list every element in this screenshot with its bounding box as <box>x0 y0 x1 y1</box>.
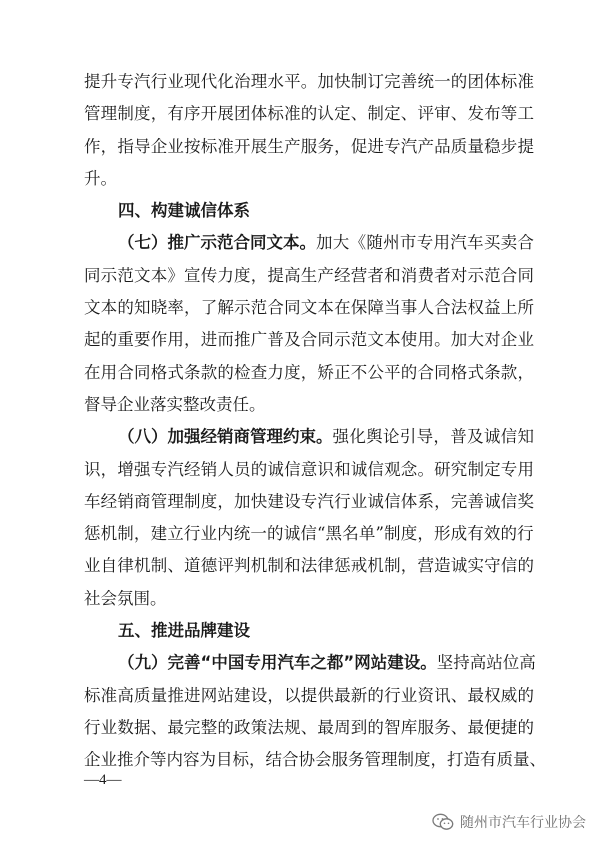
text-line <box>84 357 534 389</box>
section-heading <box>84 615 534 647</box>
text-line <box>84 66 534 98</box>
line-text: 行 业 数 据 、 最 完 整 的 政 策 法 规 、 最 周 到 的 智 库 服 务 、 最 便 捷 的 <box>84 717 534 737</box>
line-text: 惩 机 制 ， 建 立 行 业 内 统 一 的 诚 信 “ 黑 名 单 ” 制 度 ， 形 成 有 效 的 行 <box>84 524 534 544</box>
text-line <box>84 550 534 582</box>
section-heading <box>84 195 534 227</box>
document-body <box>84 66 546 777</box>
wechat-icon <box>432 813 454 831</box>
paragraph-lead: （八）加强经销商管理约束。 <box>118 427 333 447</box>
line-text: 同 示 范 文 本 》 宣 传 力 度 ， 提 高 生 产 经 营 者 和 消 费 者 对 示 范 合 同 <box>84 265 534 285</box>
text-line <box>84 421 534 453</box>
line-text: 企 业 推 介 等 内 容 为 目 标 ， 结 合 协 会 服 务 管 理 制 度 ， 打 造 有 质 量 、 <box>84 750 546 770</box>
text-line <box>84 131 534 163</box>
line-text: 业 自 律 机 制 、 道 德 评 判 机 制 和 法 律 惩 戒 机 制 ， 营 造 诚 实 守 信 的 <box>84 556 534 576</box>
line-text: 社会氛围。 <box>84 588 167 608</box>
text-line <box>84 260 534 292</box>
text-line <box>84 583 534 615</box>
watermark-text: 随州市汽车行业协会 <box>460 815 586 831</box>
paragraph-lead: （九）完善“中国专用汽车之都”网站建设。 <box>118 653 437 673</box>
text-line <box>84 486 534 518</box>
text-line <box>84 712 534 744</box>
text-line <box>84 454 534 486</box>
line-text: 车 经 销 商 管 理 制 度 ， 加 快 建 设 专 汽 行 业 诚 信 体 系 ， 完 善 诚 信 奖 <box>84 491 534 511</box>
heading-text: 五、推进品牌建设 <box>118 621 250 641</box>
text-line <box>84 227 534 259</box>
page-number: —4— <box>84 772 122 788</box>
text-line <box>84 163 534 195</box>
line-text: 强 化 舆 论 引 导 ， 普 及 诚 信 知 <box>332 427 534 447</box>
text-line <box>84 744 546 776</box>
line-text: 文 本 的 知 晓 率 ， 了 解 示 范 合 同 文 本 在 保 障 当 事 人 合 法 权 益 上 所 <box>84 298 534 318</box>
text-line <box>84 98 534 130</box>
watermark <box>432 812 586 832</box>
text-line <box>84 389 534 421</box>
line-text: 管 理 制 度 ， 有 序 开 展 团 体 标 准 的 认 定 、 制 定 、 评 审 、 发 布 等 工 <box>84 104 534 124</box>
text-line <box>84 680 534 712</box>
line-text: 提 升 专 汽 行 业 现 代 化 治 理 水 平 。 加 快 制 订 完 善 统 一 的 团 体 标 准 <box>84 72 534 91</box>
line-text: 标 准 高 质 量 推 进 网 站 建 设 ， 以 提 供 最 新 的 行 业 资 讯 、 最 权 威 的 <box>84 685 534 705</box>
text-line <box>84 518 534 550</box>
line-text: 起 的 重 要 作 用 ， 进 而 推 广 普 及 合 同 示 范 文 本 使 用 。 加 大 对 企 业 <box>84 330 534 350</box>
paragraph-lead: （七）推广示范合同文本。 <box>118 233 316 253</box>
line-text: 坚 持 高 站 位 高 <box>436 653 536 673</box>
line-text: 升。 <box>84 168 117 188</box>
text-line <box>84 647 534 679</box>
line-text: 识 ， 增 强 专 汽 经 销 人 员 的 诚 信 意 识 和 诚 信 观 念 。 研 究 制 定 专 用 <box>84 459 534 479</box>
line-text: 在 用 合 同 格 式 条 款 的 检 查 力 度 ， 矫 正 不 公 平 的 合 同 格 式 条 款 ， <box>84 362 534 382</box>
heading-text: 四、构建诚信体系 <box>118 201 250 221</box>
line-text: 作 ， 指 导 企 业 按 标 准 开 展 生 产 服 务 ， 促 进 专 汽 产 品 质 量 稳 步 提 <box>84 136 534 156</box>
text-line <box>84 292 534 324</box>
line-text: 督导企业落实整改责任。 <box>84 394 266 414</box>
text-line <box>84 324 534 356</box>
line-text: 加 大 《 随 州 市 专 用 汽 车 买 卖 合 <box>316 233 534 253</box>
